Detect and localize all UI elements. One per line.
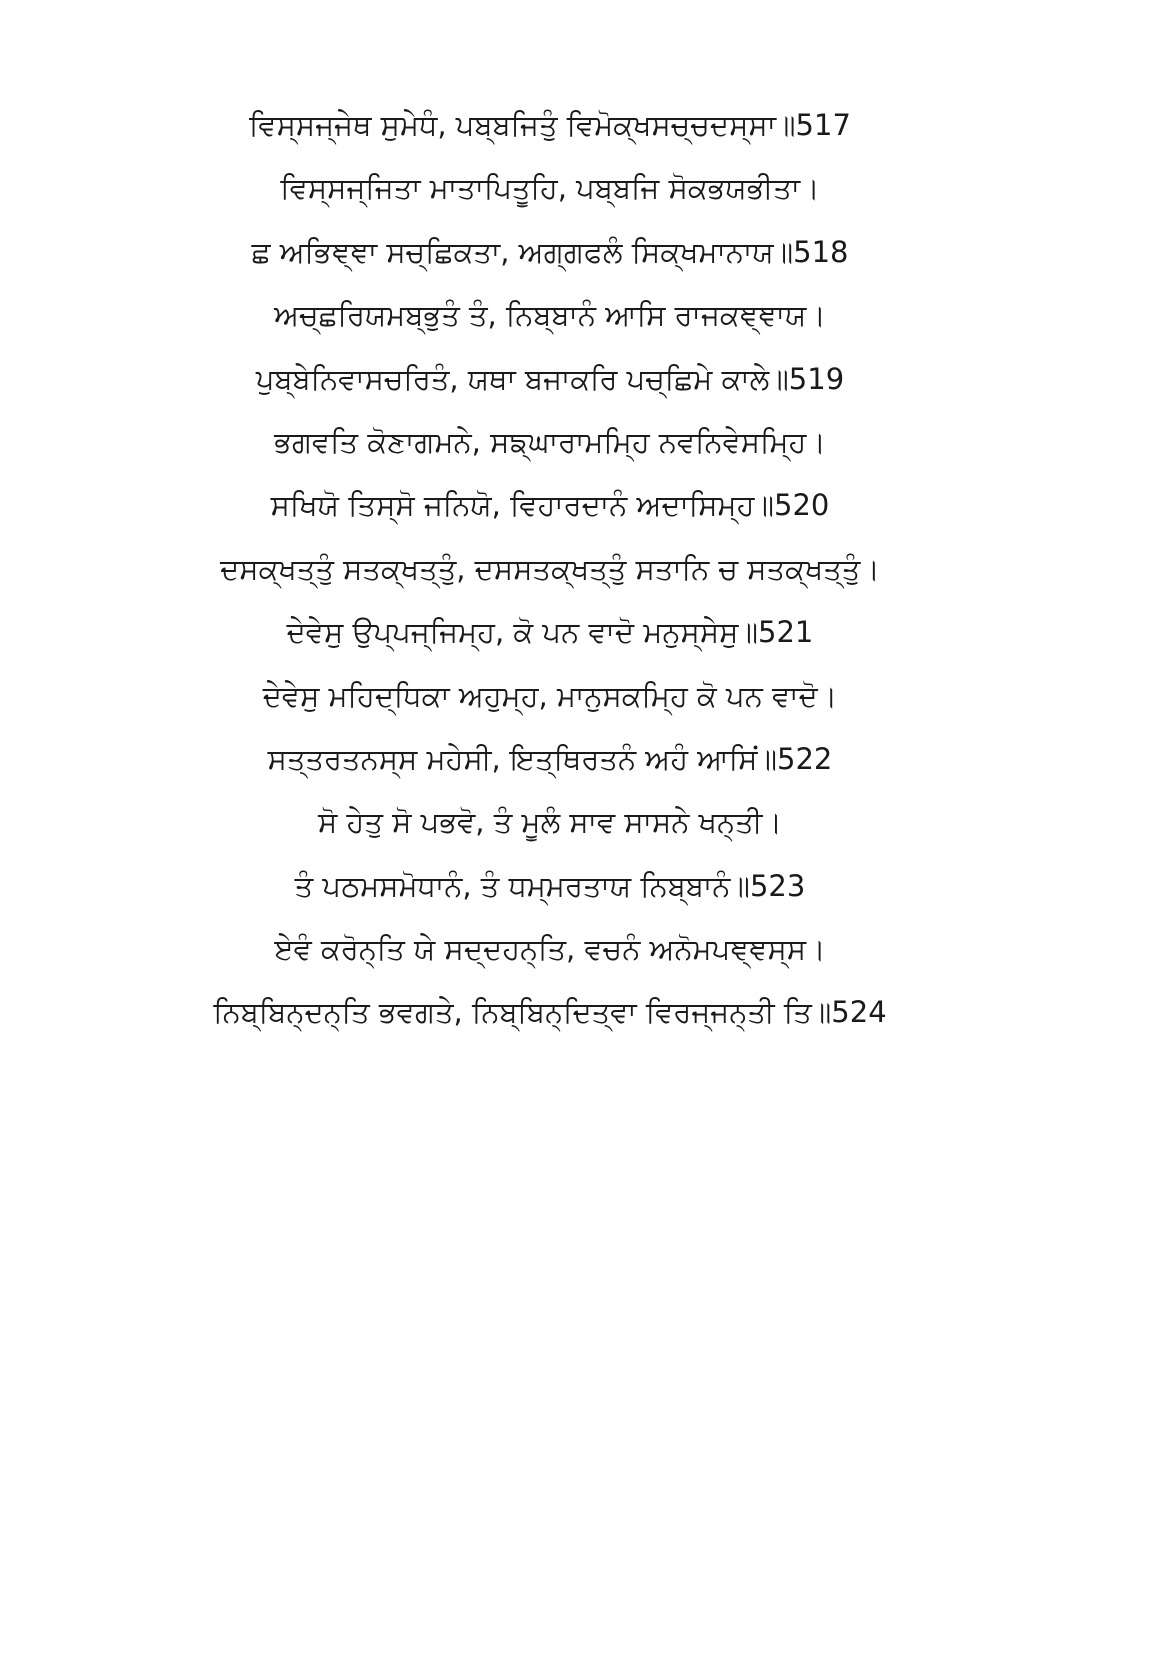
verse-line: ਦਸਕ੍ਖਤ੍ਤੁੰ ਸਤਕ੍ਖਤ੍ਤੁੰ, ਦਸਸਤਕ੍ਖਤ੍ਤੁੰ ਸਤਾਨਿ ਚ ਸਤਕ੍ਖਤ੍ਤੁੰ। [220,551,880,586]
verse-line: ਛ ਅਭਿਞ੍ਞਾ ਸਚ੍ਛਿਕਤਾ, ਅਗ੍ਗਫਲੰ ਸਿਕ੍ਖਮਾਨਾਯ॥518 [251,234,849,269]
verse-line: ਸਤ੍ਤਰਤਨਸ੍ਸ ਮਹੇਸੀ, ਇਤ੍ਥਿਰਤਨੰ ਅਹੰ ਆਸਿਂ॥522 [267,741,833,776]
verse-line: ਵਿਸ੍ਸਜ੍ਜੇਥ ਸੁਮੇਧੰ, ਪਬ੍ਬਜਿਤੁੰ ਵਿਮੋਕ੍ਖਸਚ੍ਚਦਸ੍ਸਾ॥517 [249,108,851,142]
document-page [0,100,1100,1051]
verse-line: ਪੁਬ੍ਬੇਨਿਵਾਸਚਰਿਤੰ, ਯਥਾ ਬਜਾਕਰਿ ਪਚ੍ਛਿਮੇ ਕਾਲੇ॥519 [255,361,845,396]
verse-line: ਸਖਿਯੋ ਤਿਸ੍ਸੋ ਜਨਿਯੋ, ਵਿਹਾਰਦਾਨੰ ਅਦਾਸਿਮ੍ਹ॥520 [270,488,830,523]
verse-line: ਦੇਵੇਸੁ ਮਹਿਦ੍ਧਿਕਾ ਅਹੁਮ੍ਹ, ਮਾਨੁਸਕਮ੍ਹਿ ਕੋ ਪਨ ਵਾਦੋ। [262,678,838,713]
verse-line: ਏਵੰ ਕਰੋਨ੍ਤਿ ਯੇ ਸਦ੍ਦਹਨ੍ਤਿ, ਵਚਨੰ ਅਨੋਮਪਞ੍ਞਸ੍ਸ। [274,932,826,967]
verse-line: ਦੇਵੇਸੁ ਉਪ੍ਪਜ੍ਜਿਮ੍ਹ, ਕੋ ਪਨ ਵਾਦੋ ਮਨੁਸ੍ਸੇਸੁ॥521 [286,615,814,650]
verse-line: ਨਿਬ੍ਬਿਨ੍ਦਨ੍ਤਿ ਭਵਗਤੇ, ਨਿਬ੍ਬਿਨ੍ਦਿਤ੍ਵਾ ਵਿਰਜ੍ਜਨ੍ਤੀ ਤਿ॥524 [213,995,887,1030]
verse-line: ਅਚ੍ਛਰਿਯਮਬ੍ਭੁਤੰ ਤੰ, ਨਿਬ੍ਬਾਨੰ ਆਸਿ ਰਾਜਕਞ੍ਞਾਯ। [274,298,826,333]
verse-line: ਵਿਸ੍ਸਜ੍ਜਿਤਾ ਮਾਤਾਪਿਤੂਹਿ, ਪਬ੍ਬਜਿ ਸੋਕਭਯਭੀਤਾ। [280,171,820,206]
verse-line: ਭਗਵਤਿ ਕੋਣਾਗਮਨੇ, ਸਙ੍ਘਾਰਾਮਮ੍ਹਿ ਨਵਨਿਵੇਸਮ੍ਹਿ। [274,424,826,459]
verse-line: ਤੰ ਪਠਮਸਮੋਧਾਨੰ, ਤੰ ਧਮ੍ਮਰਤਾਯ ਨਿਬ੍ਬਾਨੰ॥523 [294,868,806,903]
verse-line: ਸੋ ਹੇਤੁ ਸੋ ਪਭਵੋ, ਤੰ ਮੂਲੰ ਸਾਵ ਸਾਸਨੇ ਖਨ੍ਤੀ। [318,805,782,840]
